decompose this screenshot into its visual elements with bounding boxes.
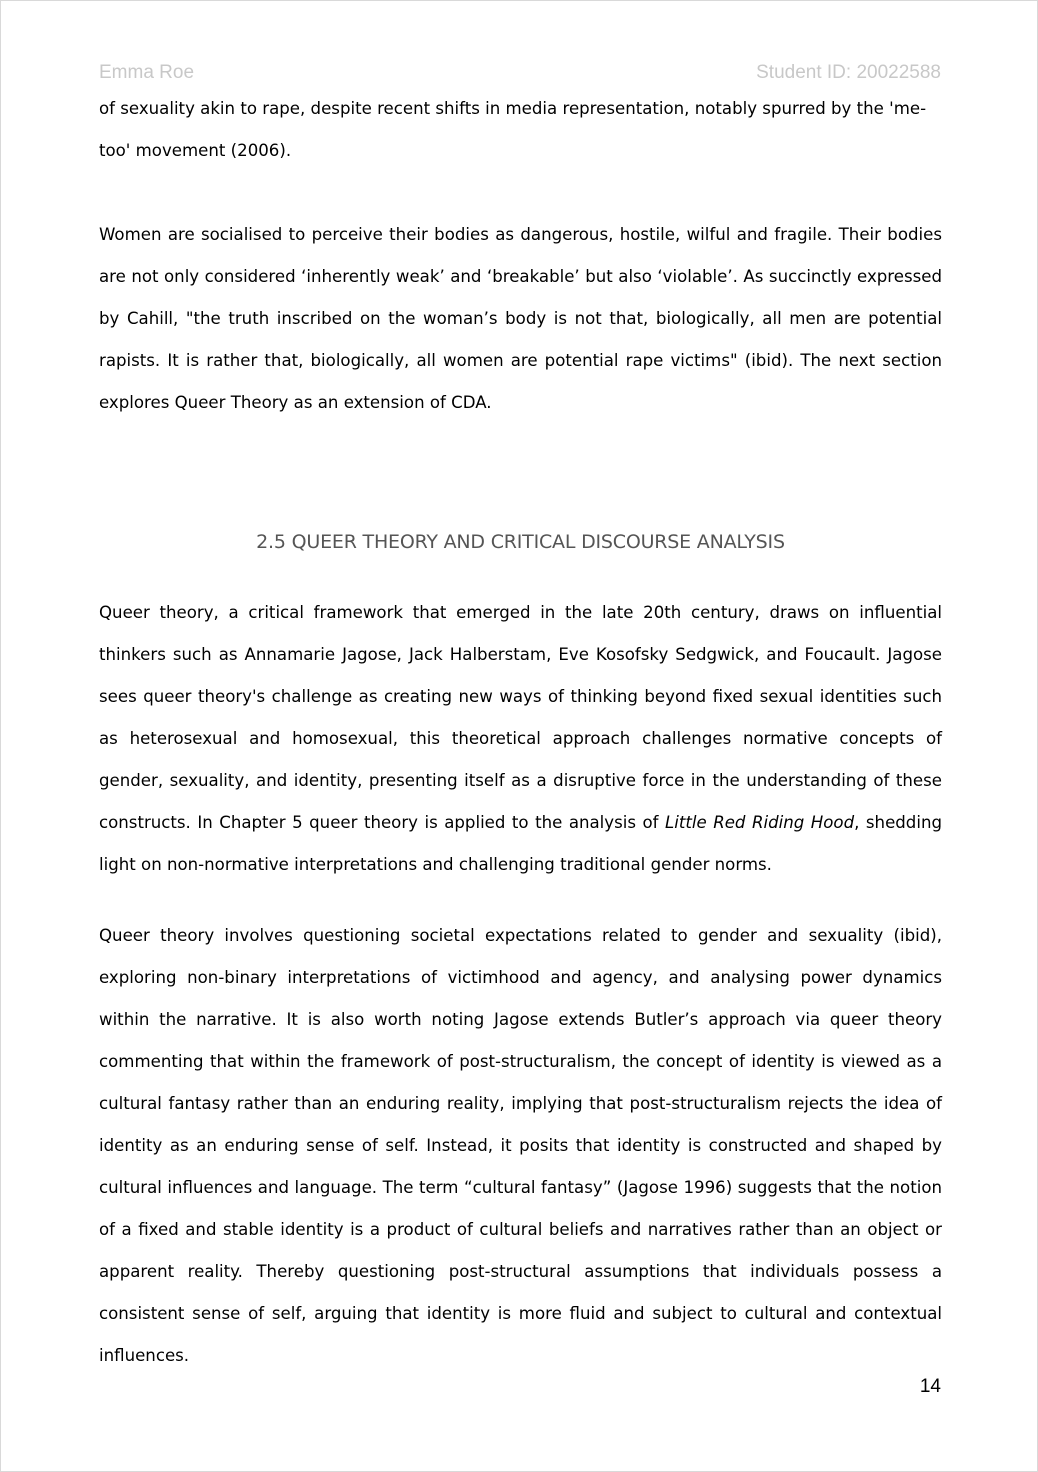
paragraph-queer-theory-intro <box>99 592 942 886</box>
paragraph-women-socialised: Women are socialised to perceive their bodies as dangerous, hostile, wilful and fragile. Their bodies are not only considered ‘inherently weak’ and ‘breakable’ but also ‘violable’. As succinctly expressed by Cahill, "the truth inscribed on the woman’s body is not that, biologically, all men are potential rapists. It is rather that, biologically, all women are potential rape victims" (ibid). The next section explores Queer Theory as an extension of CDA. <box>99 225 942 412</box>
paragraph-continuation: of sexuality akin to rape, despite recent shifts in media representation, notably spurred by the 'me-too' movement (2006). <box>99 99 927 160</box>
book-title: Little Red Riding Hood <box>665 813 855 832</box>
page-header <box>99 62 941 86</box>
page-number: 14 <box>919 1376 941 1397</box>
paragraph-queer-theory-identity: Queer theory involves questioning societal expectations related to gender and sexuality (ibid), exploring non-binary interpretations of victimhood and agency, and analysing power dynamics within the narrative. It is also worth noting Jagose extends Butler’s approach via queer theory commenting that within the framework of post-structuralism, the concept of identity is viewed as a cultural fantasy rather than an enduring reality, implying that post-structuralism rejects the idea of identity as an enduring sense of self. Instead, it posits that identity is constructed and shaped by cultural influences and language. The term “cultural fantasy” (Jagose 1996) suggests that the notion of a fixed and stable identity is a product of cultural beliefs and narratives rather than an object or apparent reality. Thereby questioning post-structural assumptions that individuals possess a consistent sense of self, arguing that identity is more fluid and subject to cultural and contextual influences. <box>99 926 942 1365</box>
header-author: Emma Roe <box>99 62 195 83</box>
paragraph-text-segment: Queer theory, a critical framework that emerged in the late 20th century, draws on influential thinkers such as Annamarie Jagose, Jack Halberstam, Eve Kosofsky Sedgwick, and Foucault. Jagose sees queer theory's challenge as creating new ways of thinking beyond fixed sexual identities such as heterosexual and homosexual, this theoretical approach challenges normative concepts of gender, sexuality, and identity, presenting itself as a disruptive force in the understanding of these constructs. In Chapter 5 queer theory is applied to the analysis of <box>99 603 942 832</box>
header-student-id: Student ID: 20022588 <box>756 62 941 83</box>
section-heading: 2.5 QUEER THEORY AND CRITICAL DISCOURSE ANALYSIS <box>256 531 785 553</box>
paragraph-text-segment: , shedding light on non-normative interpretations and challenging traditional gender norms. <box>99 813 942 874</box>
